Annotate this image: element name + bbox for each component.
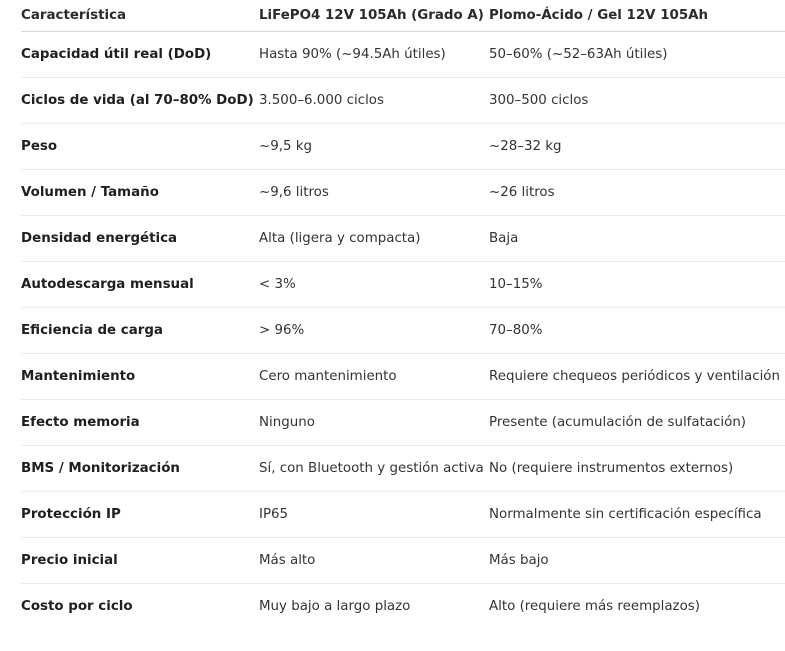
lifepo4-cell: IP65 [259, 491, 489, 537]
table-row [21, 491, 785, 537]
lead-acid-cell: No (requiere instrumentos externos) [489, 445, 785, 491]
feature-cell: Capacidad útil real (DoD) [21, 31, 259, 77]
comparison-table-container [21, 0, 785, 629]
lead-acid-cell: ~28–32 kg [489, 123, 785, 169]
lead-acid-cell: Más bajo [489, 537, 785, 583]
feature-cell: Densidad energética [21, 215, 259, 261]
table-row [21, 31, 785, 77]
lifepo4-cell: Alta (ligera y compacta) [259, 215, 489, 261]
lifepo4-cell: 3.500–6.000 ciclos [259, 77, 489, 123]
header-lead-acid: Plomo-Ácido / Gel 12V 105Ah [489, 0, 785, 31]
table-row [21, 399, 785, 445]
lead-acid-cell: 70–80% [489, 307, 785, 353]
lifepo4-cell: ~9,5 kg [259, 123, 489, 169]
feature-cell: Autodescarga mensual [21, 261, 259, 307]
table-row [21, 123, 785, 169]
lifepo4-cell: Cero mantenimiento [259, 353, 489, 399]
feature-cell: Eficiencia de carga [21, 307, 259, 353]
table-row [21, 77, 785, 123]
lifepo4-cell: Más alto [259, 537, 489, 583]
feature-cell: Precio inicial [21, 537, 259, 583]
feature-cell: Mantenimiento [21, 353, 259, 399]
lead-acid-cell: ~26 litros [489, 169, 785, 215]
lifepo4-cell: > 96% [259, 307, 489, 353]
table-header [21, 0, 785, 31]
lead-acid-cell: Alto (requiere más reemplazos) [489, 598, 700, 614]
lifepo4-cell: ~9,6 litros [259, 169, 489, 215]
lifepo4-cell: Sí, con Bluetooth y gestión activa [259, 445, 489, 491]
table-body [21, 31, 785, 629]
table-row [21, 537, 785, 583]
header-lifepo4: LiFePO4 12V 105Ah (Grado A) [259, 0, 489, 31]
feature-cell: BMS / Monitorización [21, 445, 259, 491]
lifepo4-cell: Ninguno [259, 399, 489, 445]
lead-acid-cell: Requiere chequeos periódicos y ventilación [489, 353, 785, 399]
table-row [21, 169, 785, 215]
lead-acid-cell: Presente (acumulación de sulfatación) [489, 399, 785, 445]
lead-acid-cell: 300–500 ciclos [489, 77, 785, 123]
feature-cell: Costo por ciclo [21, 598, 133, 614]
header-row [21, 0, 785, 31]
lead-acid-cell: 50–60% (~52–63Ah útiles) [489, 31, 785, 77]
comparison-table [21, 0, 785, 629]
feature-cell: Peso [21, 123, 259, 169]
table-row [21, 583, 785, 629]
feature-cell: Efecto memoria [21, 399, 259, 445]
lifepo4-cell: Muy bajo a largo plazo [259, 598, 411, 614]
feature-cell: Volumen / Tamaño [21, 169, 259, 215]
lifepo4-cell: < 3% [259, 261, 489, 307]
lifepo4-cell: Hasta 90% (~94.5Ah útiles) [259, 31, 489, 77]
table-row [21, 307, 785, 353]
table-row [21, 445, 785, 491]
table-row [21, 215, 785, 261]
lead-acid-cell: 10–15% [489, 261, 785, 307]
lead-acid-cell: Baja [489, 215, 785, 261]
lead-acid-cell: Normalmente sin certificación específica [489, 491, 785, 537]
feature-cell: Protección IP [21, 491, 259, 537]
table-row [21, 261, 785, 307]
feature-cell: Ciclos de vida (al 70–80% DoD) [21, 77, 259, 123]
header-feature: Característica [21, 0, 259, 31]
table-row [21, 353, 785, 399]
